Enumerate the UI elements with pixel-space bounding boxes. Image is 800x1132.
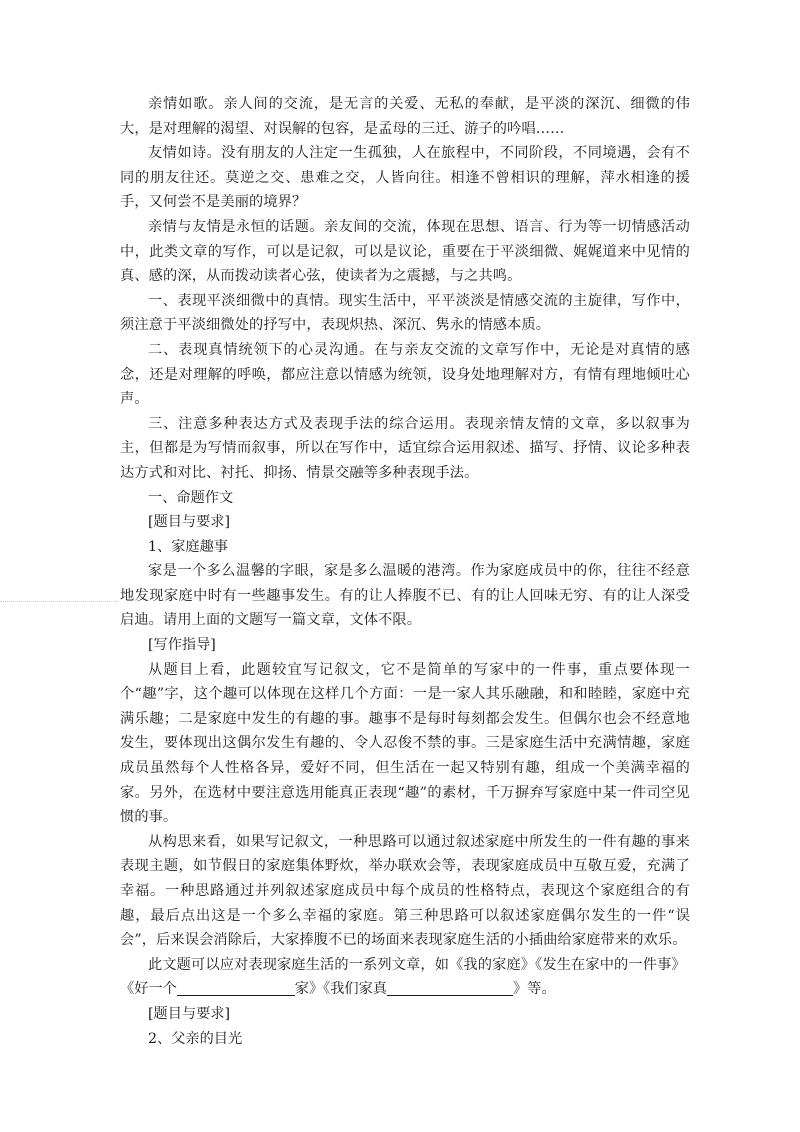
guidance-paragraph: 从题目上看，此题较宜写记叙文，它不是简单的写家中的一件事，重点要体现一个“趣”字，这个趣可以体现在这样几个方面：一是一家人其乐融融，和和睦睦，家庭中充满乐趣；二是家庭中发生的有趣的事。趣事不是每时每刻都会发生。但偶尔也会不经意地发生，要体现出这偶尔发生有趣的、令人忍俊不禁的事。三是家庭生活中充满情趣，家庭成员虽然每个人性格各异，爱好不同，但生活在一起又特别有趣，组成一个美满幸福的家。另外，在选材中要注意选用能真正表现“趣”的素材，千万摒弃写家庭中某一件司空见惯的事。 bbox=[120, 661, 690, 826]
fill-text: 《好一个 bbox=[120, 981, 177, 998]
paragraph-family-affection: 亲情如歌。亲人间的交流，是无言的关爱、无私的奉献，是平淡的深沉、细微的伟大，是对理解的渴望、对误解的包容，是孟母的三迁、游子的吟唱…… bbox=[120, 96, 690, 137]
blank-underline bbox=[177, 979, 295, 996]
topic-title: 2、父亲的目光 bbox=[148, 1030, 243, 1047]
blank-underline bbox=[387, 979, 513, 996]
section-heading: 一、命题作文 bbox=[148, 489, 234, 506]
paragraph-topic-intro: 亲情与友情是永恒的话题。亲友间的交流，体现在思想、语言、行为等一切情感活动中，此类文章的写作，可以是记叙，可以是议论，重要在于平淡细微、娓娓道来中见情的真、感的深，从而拨动读者心弦，使读者为之震撼，与之共鸣。 bbox=[120, 218, 690, 285]
guidance-paragraph: 此文题可以应对表现家庭生活的一系列文章，如《我的家庭》《发生在家中的一件事》 bbox=[148, 956, 686, 973]
requirement-label: [题目与要求] bbox=[148, 514, 231, 531]
document-body bbox=[120, 92, 690, 1051]
margin-dotted-line bbox=[0, 601, 118, 602]
paragraph-point-three: 三、注意多种表达方式及表现手法的综合运用。表现亲情友情的文章，多以叙事为主，但都是为写情而叙事，所以在写作中，适宜综合运用叙述、描写、抒情、议论多种表达方式和对比、衬托、抑扬、情景交融等多种表现手法。 bbox=[120, 415, 690, 481]
topic-title: 1、家庭趣事 bbox=[148, 538, 228, 555]
guidance-label: [写作指导] bbox=[148, 637, 216, 654]
paragraph-friendship: 友情如诗。没有朋友的人注定一生孤独，人在旅程中，不同阶段，不同境遇，会有不同的朋友往还。莫逆之交、患难之交，人皆向往。相逢不曾相识的理解，萍水相逢的援手，又何尝不是美丽的境界？ bbox=[120, 145, 690, 211]
paragraph-point-one: 一、表现平淡细微中的真情。现实生活中，平平淡淡是情感交流的主旋律，写作中，须注意于平淡细微处的抒写中，表现炽热、深沉、隽永的情感本质。 bbox=[120, 292, 690, 334]
fill-text: 家》《我们家真 bbox=[294, 981, 387, 998]
fill-in-line bbox=[120, 977, 690, 1002]
fill-text: 》等。 bbox=[512, 981, 556, 998]
topic-description: 家是一个多么温馨的字眼，家是多么温暖的港湾。作为家庭成员中的你，往往不经意地发现家庭中时有一些趣事发生。有的让人捧腹不已、有的让人回味无穷、有的让人深受启迪。请用上面的文题写一篇文章，文体不限。 bbox=[120, 563, 690, 629]
paragraph-point-two: 二、表现真情统领下的心灵沟通。在与亲友交流的文章写作中，无论是对真情的感念，还是对理解的呼唤，都应注意以情感为统领，设身处地理解对方，有情有理地倾吐心声。 bbox=[120, 341, 690, 408]
requirement-label: [题目与要求] bbox=[148, 1005, 231, 1022]
guidance-paragraph: 从构思来看，如果写记叙文，一种思路可以通过叙述家庭中所发生的一件有趣的事来表现主题，如节假日的家庭集体野炊，举办联欢会等，表现家庭成员中互敬互爱，充满了幸福。一种思路通过并列叙述家庭成员中每个成员的性格特点，表现这个家庭组合的有趣，最后点出这是一个多么幸福的家庭。第三种思路可以叙述家庭偶尔发生的一件“误会”，后来误会消除后，大家捧腹不已的场面来表现家庭生活的小插曲给家庭带来的欢乐。 bbox=[120, 833, 690, 949]
